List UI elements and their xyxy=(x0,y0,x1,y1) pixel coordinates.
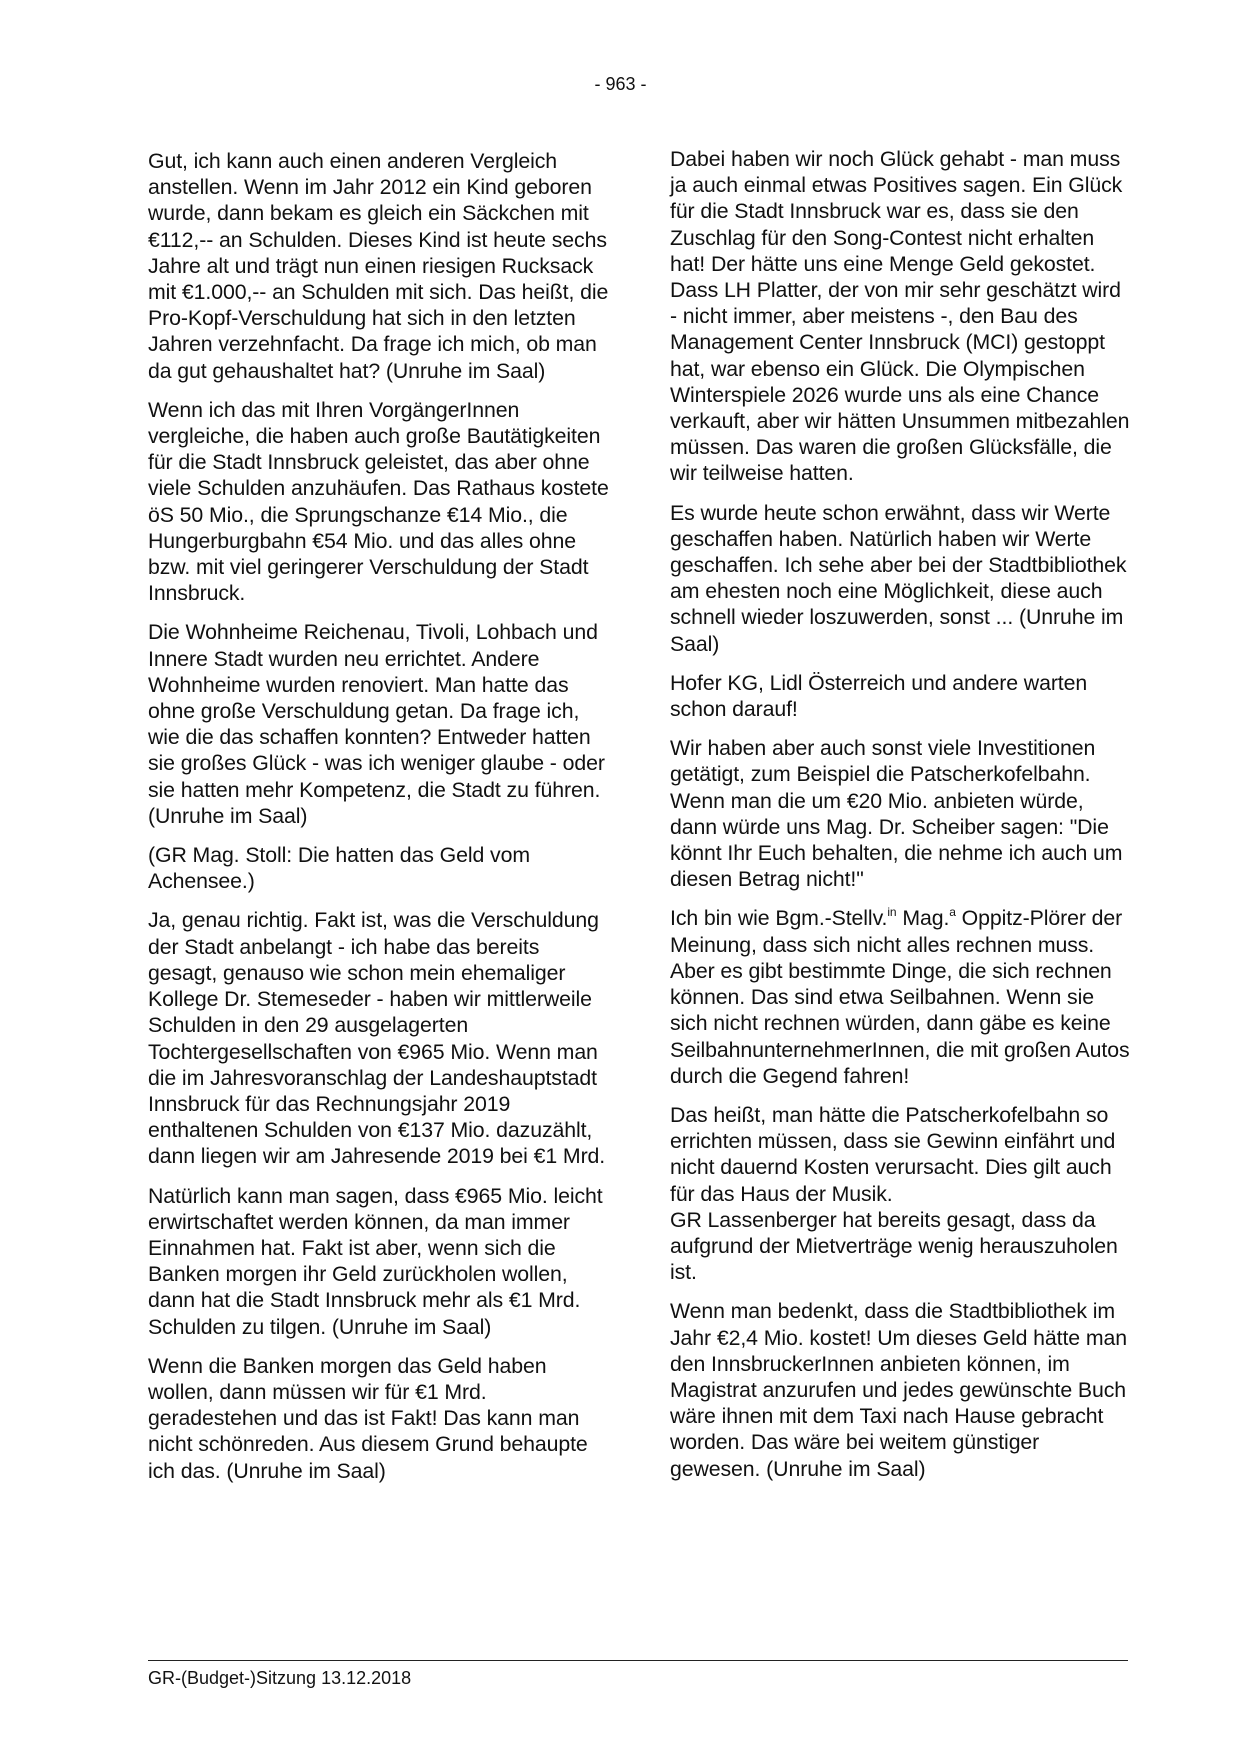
paragraph: Wenn man bedenkt, dass die Stadtbibliothek im Jahr €2,4 Mio. kostet! Um dieses Geld hätte man den InnsbruckerInnen anbieten können, im Magistrat anzurufen und jedes gewünschte Buch wäre ihnen mit dem Taxi nach Hause gebracht worden. Das wäre bei weitem günstiger gewesen. (Unruhe im Saal) xyxy=(670,1299,1127,1481)
text-run: Das heißt, man hätte die Patscherkofelbahn so errichten müssen, dass sie Gewinn einfährt und nicht dauernd Kosten verursacht. Dies gilt auch für das Haus der Musik. xyxy=(670,1102,1116,1206)
text-run: Mag. xyxy=(896,906,950,931)
paragraph: Gut, ich kann auch einen anderen Vergleich anstellen. Wenn im Jahr 2012 ein Kind geboren wurde, dann bekam es gleich ein Säckchen mit €112,-- an Schulden. Dieses Kind ist heute sechs Jahre alt und trägt nun einen riesigen Rucksack mit €1.000,-- an Schulden mit sich. Das heißt, die Pro-Kopf-Verschuldung hat sich in den letzten Jahren verzehnfacht. Da frage ich mich, ob man da gut gehaushaltet hat? (Unruhe im Saal) xyxy=(148,149,609,383)
paragraph: Wenn ich das mit Ihren VorgängerInnen vergleiche, die haben auch große Bautätigkeiten für die Stadt Innsbruck geleistet, das aber ohne viele Schulden anzuhäufen. Das Rathaus kostete öS 50 Mio., die Sprungschanze €14 Mio., die Hungerburgbahn €54 Mio. und das alles ohne bzw. mit viel geringerer Verschuldung der Stadt Innsbruck. xyxy=(148,397,609,606)
page-number: - 963 - xyxy=(594,74,647,94)
paragraph: Es wurde heute schon erwähnt, dass wir Werte geschaffen haben. Natürlich haben wir Werte geschaffen. Ich sehe aber bei der Stadtbibliothek am ehesten noch eine Möglichkeit, diese auch schnell wieder loszuwerden, sonst ... (Unruhe im Saal) xyxy=(670,500,1127,656)
footer-divider xyxy=(148,1660,1128,1661)
paragraph: Wenn die Banken morgen das Geld haben wollen, dann müssen wir für €1 Mrd. geradestehen und das ist Fakt! Das kann man nicht schönreden. Aus diesem Grund behaupte ich das. (Unruhe im Saal) xyxy=(148,1353,588,1483)
right-column xyxy=(670,146,1132,1495)
paragraph: Natürlich kann man sagen, dass €965 Mio. leicht erwirtschaftet werden können, da man immer Einnahmen hat. Fakt ist aber, wenn sich die Banken morgen ihr Geld zurückholen wollen, dann hat die Stadt Innsbruck mehr als €1 Mrd. Schulden zu tilgen. (Unruhe im Saal) xyxy=(148,1183,603,1339)
text-run: GR Lassenberger hat bereits gesagt, dass da aufgrund der Mietverträge wenig herauszuholen ist. xyxy=(670,1207,1118,1285)
paragraph: Dabei haben wir noch Glück gehabt - man muss ja auch einmal etwas Positives sagen. Ein Glück für die Stadt Innsbruck war es, dass sie den Zuschlag für den Song-Contest nicht erhalten hat! Der hätte uns eine Menge Geld gekostet. Dass LH Platter, der von mir sehr geschätzt wird - nicht immer, aber meistens -, den Bau des Management Center Innsbruck (MCI) gestoppt hat, war ebenso ein Glück. Die Olympischen Winterspiele 2026 wurde uns als eine Chance verkauft, aber wir hätten Unsummen mitbezahlen müssen. Das waren die großen Glücksfälle, die wir teilweise hatten. xyxy=(670,147,1130,486)
superscript: in xyxy=(887,905,897,920)
footer-text: GR-(Budget-)Sitzung 13.12.2018 xyxy=(148,1668,412,1688)
paragraph xyxy=(670,905,1132,1088)
paragraph: Ja, genau richtig. Fakt ist, was die Verschuldung der Stadt anbelangt - ich habe das bereits gesagt, genauso wie schon mein ehemaliger Kollege Dr. Stemeseder - haben wir mittlerweile Schulden in den 29 ausgelagerten Tochtergesellschaften von €965 Mio. Wenn man die im Jahresvoranschlag der Landeshauptstadt Innsbruck für das Rechnungsjahr 2019 enthaltenen Schulden von €137 Mio. dazuzählt, dann liegen wir am Jahresende 2019 bei €1 Mrd. xyxy=(148,908,606,1169)
interjection: (GR Mag. Stoll: Die hatten das Geld vom Achensee.) xyxy=(148,843,530,894)
paragraph: Hofer KG, Lidl Österreich und andere warten schon darauf! xyxy=(670,670,1088,722)
left-column xyxy=(148,148,610,1497)
paragraph: Die Wohnheime Reichenau, Tivoli, Lohbach und Innere Stadt wurden neu errichtet. Andere Wohnheime wurden renoviert. Man hatte das ohne große Verschuldung getan. Da frage ich, wie die das schaffen konnten? Entweder hatten sie großes Glück - was ich weniger glaube - oder sie hatten mehr Kompetenz, die Stadt zu führen. (Unruhe im Saal) xyxy=(148,620,605,828)
superscript: a xyxy=(949,905,956,920)
paragraph: Wir haben aber auch sonst viele Investitionen getätigt, zum Beispiel die Patscherkofelbahn. Wenn man die um €20 Mio. anbieten würde, dann würde uns Mag. Dr. Scheiber sagen: "Die könnt Ihr Euch behalten, die nehme ich auch um diesen Betrag nicht!" xyxy=(670,736,1123,892)
text-run: Ich bin wie Bgm.-Stellv. xyxy=(670,906,888,931)
paragraph xyxy=(670,1102,1132,1285)
text-run: Oppitz-Plörer der Meinung, dass sich nicht alles rechnen muss. Aber es gibt bestimmte Dinge, die sich rechnen können. Das sind etwa Seilbahnen. Wenn sie sich nicht rechnen würden, dann gäbe es keine SeilbahnunternehmerInnen, die mit großen Autos durch die Gegend fahren! xyxy=(670,906,1130,1088)
